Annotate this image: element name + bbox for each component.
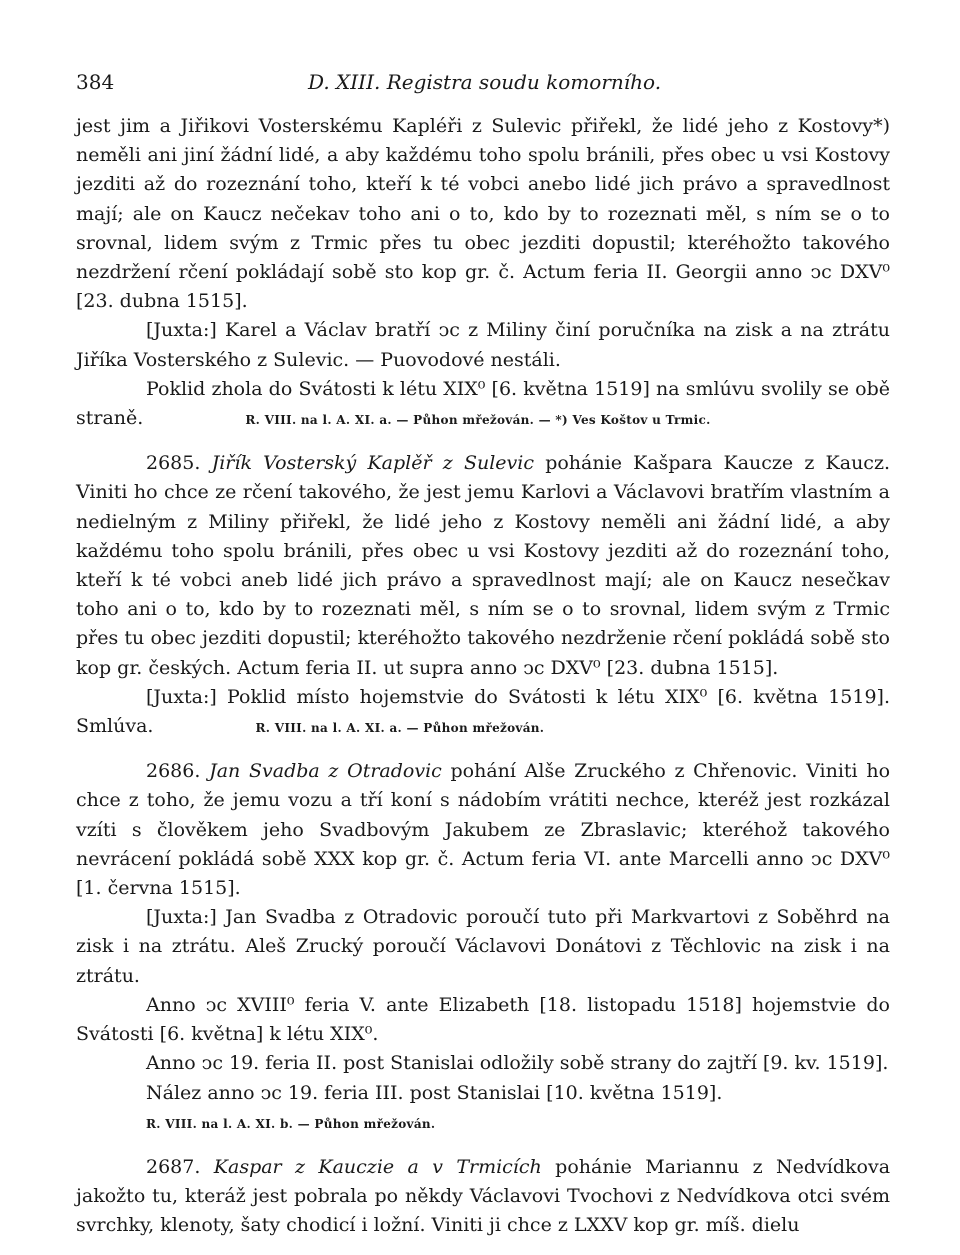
paragraph-text: Poklid zhola do Svátosti k létu XIX⁰ [6. května 1519] na smlúvu svolily se obě straně. [76, 377, 890, 430]
running-title: D. XIII. Registra soudu komorního. [308, 70, 662, 94]
paragraph [76, 375, 890, 435]
paragraph: Nález anno ↄc 19. feria III. post Stanislai [10. května 1519]. [146, 1081, 723, 1104]
paragraph-text: [Juxta:] Poklid místo hojemstvie do Svátosti k létu XIX⁰ [6. května 1519]. Smlúva. [76, 685, 890, 738]
paragraph: Anno ↄc XVIII⁰ feria V. ante Elizabeth [18. listopadu 1518] hojemstvie do Svátosti [6. května] k létu XIX⁰. [76, 993, 890, 1046]
paragraph: [Juxta:] Jan Svadba z Otradovic poroučí tuto při Markvartovi z Soběhrd na zisk i na ztrátu. Aleš Zrucký poroučí Václavovi Donátovi z Těchlovic na zisk i na ztrátu. [76, 906, 890, 987]
entry-2687 [76, 1153, 890, 1241]
paragraph [76, 683, 890, 743]
source-note: R. VIII. na l. A. XI. a. — Půhon mřežován. — *) Ves Koštov u Trmic. [245, 413, 711, 428]
entry-number: 2686. [146, 760, 201, 783]
source-note: R. VIII. na l. A. XI. a. — Půhon mřežován. [255, 721, 545, 736]
source-note: R. VIII. na l. A. XI. b. — Půhon mřežován. [146, 1116, 436, 1131]
entry-2685 [76, 449, 890, 683]
entry-text: pohánie Mariannu z Nedvídkova jakožto tu, kteráž jest pobrala po někdy Václavovi Tvochovi z Nedvídkova otci svém svrchky, klenoty, šaty chodicí i ložní. Viniti ji chce z LXXV kop gr. míš. dielu [76, 1155, 891, 1237]
entry-person: Jan Svadba z Otradovic [209, 760, 442, 783]
entry-person: Kaspar z Kauczie a v Trmicích [213, 1155, 542, 1178]
entry-number: 2687. [146, 1155, 201, 1178]
page-header [76, 62, 890, 102]
paragraph: [Juxta:] Karel a Václav bratří ↄc z Miliny činí poručníka na zisk a na ztrátu Jiříka Vosterského z Sulevic. — Puovodové nestáli. [76, 319, 890, 371]
page-number: 384 [76, 70, 115, 94]
paragraph: jest jim a Jiřikovi Vosterskému Kapléři z Sulevic přiřekl, že lidé jeho z Kostovy*) neměli ani jiní žádní lidé, a aby každému toho spolu bránili, přes obec u vsi Kostovy jezditi až do rozeznání toho, kteří k té vobci anebo lidé jich právo a spravedlnost mají; ale on Kaucz nečekav toho ani o to, kdo by to rozeznati měl, s ním se o to srovnal, lidem svým z Trmic přes tu obec jezditi dopustil; kteréhožto takového nezdržení rčení pokládají sobě sto kop gr. č. Actum feria II. Georgii anno ↄc DXV⁰ [23. dubna 1515]. [76, 115, 890, 313]
page-body [76, 112, 890, 1241]
paragraph: Anno ↄc 19. feria II. post Stanislai odložily sobě strany do zajtří [9. kv. 1519]. [146, 1052, 889, 1075]
entry-number: 2685. [146, 452, 201, 475]
entry-text: pohání Alše Zruckého z Chřenovic. Viniti ho chce z toho, že jemu vozu a tří koní s nádobím vrátiti nechce, kteréž jest rozkázal vzíti s člověkem jeho Svadbovým Jakubem ze Zbraslavic; kteréhož takového nevrácení pokládá sobě XXX kop gr. č. Actum feria VI. ante Marcelli anno ↄc DXV⁰ [1. června 1515]. [76, 760, 891, 900]
entry-2686 [76, 757, 890, 903]
entry-person: Jiřík Vosterský Kaplěř z Sulevic [211, 452, 535, 475]
entry-text: pohánie Kašpara Kaucze z Kaucz. Viniti ho chce ze rčení takového, že jest jemu Karlovi a Václavovi bratřím vlastním a nedielným z Miliny přiřekl, že lidé jeho z Kostovy neměli ani žádní lidé, a aby každému toho spolu bránili, přes obec u vsi Kostovy jezditi až do rozeznání toho, kteří k té vobci aneb lidé jich právo a spravedlnost mají; ale on Kaucz nesečkav toho ani o to, kdo by to rozeznati měl, s ním se o to srovnal, lidem svým z Trmic přes tu obec jezditi dopustil; kteréhožto takového nezdrženie rčení pokládá sobě sto kop gr. českých. Actum feria II. ut supra anno ↄc DXV⁰ [23. dubna 1515]. [76, 452, 890, 679]
paragraph [76, 1108, 890, 1139]
